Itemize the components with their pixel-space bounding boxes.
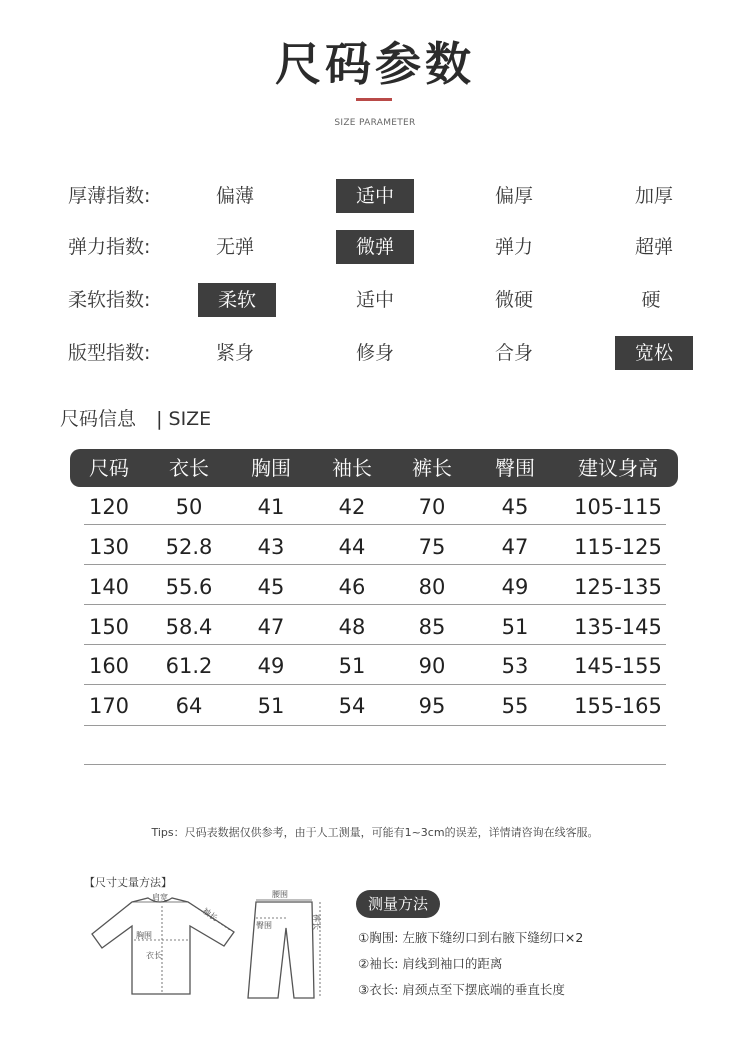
shirt-label-shoulder: 肩宽 <box>152 893 168 902</box>
table-cell: 155-165 <box>574 694 662 718</box>
table-cell: 45 <box>257 575 285 599</box>
table-cell: 80 <box>418 575 446 599</box>
table-cell: 145-155 <box>574 654 662 678</box>
table-row <box>0 607 750 647</box>
pants-label-hip: 臀围 <box>256 921 272 930</box>
method-title-badge: 测量方法 <box>356 890 440 918</box>
row-divider <box>84 604 666 605</box>
table-cell: 51 <box>501 615 529 639</box>
param-option: 修身 <box>355 342 394 364</box>
table-row <box>0 487 750 527</box>
param-option: 偏厚 <box>494 185 533 207</box>
table-cell: 55 <box>501 694 529 718</box>
param-option-selected: 微弹 <box>336 230 414 264</box>
param-label: 厚薄指数: <box>68 185 151 207</box>
param-option: 微硬 <box>494 289 533 311</box>
size-table-header <box>70 449 678 487</box>
pants-outline <box>248 902 314 998</box>
table-cell: 115-125 <box>574 535 662 559</box>
table-cell: 90 <box>418 654 446 678</box>
page-title: 尺码参数 <box>275 37 475 91</box>
size-info-title-en: | SIZE <box>156 408 212 430</box>
param-option: 紧身 <box>215 342 254 364</box>
table-cell: 49 <box>257 654 285 678</box>
param-option-selected: 宽松 <box>615 336 693 370</box>
param-label: 版型指数: <box>68 342 151 364</box>
measure-heading: 【尺寸丈量方法】 <box>84 876 172 889</box>
pants-label-waist: 腰围 <box>272 890 288 899</box>
table-header-cell: 裤长 <box>412 456 452 480</box>
param-row-thickness <box>0 179 750 213</box>
param-option: 偏薄 <box>215 185 254 207</box>
table-cell: 52.8 <box>165 535 213 559</box>
table-cell: 75 <box>418 535 446 559</box>
table-row <box>0 646 750 686</box>
table-cell: 70 <box>418 495 446 519</box>
table-cell: 50 <box>175 495 203 519</box>
table-header-cell: 尺码 <box>89 456 129 480</box>
table-cell: 105-115 <box>574 495 662 519</box>
size-info-title <box>60 404 211 431</box>
table-cell: 43 <box>257 535 285 559</box>
row-divider <box>84 684 666 685</box>
table-cell: 95 <box>418 694 446 718</box>
table-cell: 49 <box>501 575 529 599</box>
row-divider <box>84 764 666 765</box>
table-cell: 46 <box>338 575 366 599</box>
table-cell: 42 <box>338 495 366 519</box>
pants-diagram <box>242 888 332 1004</box>
param-label: 弹力指数: <box>68 236 151 258</box>
table-row <box>0 527 750 567</box>
table-cell: 130 <box>88 535 130 559</box>
size-info-title-cn: 尺码信息 <box>60 408 137 430</box>
table-cell: 135-145 <box>574 615 662 639</box>
table-header-cell: 袖长 <box>332 456 372 480</box>
table-cell: 45 <box>501 495 529 519</box>
table-cell: 150 <box>88 615 130 639</box>
method-item: ②袖长: 肩线到袖口的距离 <box>358 956 503 971</box>
table-cell: 170 <box>88 694 130 718</box>
table-cell: 85 <box>418 615 446 639</box>
table-cell: 160 <box>88 654 130 678</box>
table-cell: 140 <box>88 575 130 599</box>
pants-label-length: 裤长 <box>312 914 321 930</box>
table-cell: 120 <box>88 495 130 519</box>
table-cell: 51 <box>338 654 366 678</box>
table-cell: 54 <box>338 694 366 718</box>
table-cell: 47 <box>501 535 529 559</box>
param-option: 弹力 <box>494 236 533 258</box>
param-option: 无弹 <box>215 236 254 258</box>
shirt-diagram <box>84 890 244 1002</box>
table-cell: 61.2 <box>165 654 213 678</box>
table-cell: 125-135 <box>574 575 662 599</box>
row-divider <box>84 524 666 525</box>
method-item: ③衣长: 肩颈点至下摆底端的垂直长度 <box>358 982 565 997</box>
param-option: 超弹 <box>634 236 673 258</box>
param-row-fit <box>0 336 750 370</box>
method-item: ①胸围: 左腋下缝纫口到右腋下缝纫口×2 <box>358 930 584 945</box>
row-divider <box>84 725 666 726</box>
table-cell: 53 <box>501 654 529 678</box>
param-row-elasticity <box>0 230 750 264</box>
table-cell: 41 <box>257 495 285 519</box>
shirt-label-chest: 胸围 <box>136 931 152 940</box>
table-cell: 48 <box>338 615 366 639</box>
table-cell: 44 <box>338 535 366 559</box>
param-option-selected: 柔软 <box>198 283 276 317</box>
table-cell: 58.4 <box>165 615 213 639</box>
table-cell: 55.6 <box>165 575 213 599</box>
param-label: 柔软指数: <box>68 289 151 311</box>
param-row-softness <box>0 283 750 317</box>
shirt-label-sleeve: 袖长 <box>200 906 220 923</box>
param-option: 适中 <box>355 289 394 311</box>
table-cell: 47 <box>257 615 285 639</box>
param-option: 硬 <box>641 289 661 311</box>
row-divider <box>84 644 666 645</box>
table-header-cell: 建议身高 <box>578 456 658 480</box>
table-cell: 64 <box>175 694 203 718</box>
param-option: 加厚 <box>634 185 673 207</box>
param-option: 合身 <box>494 342 533 364</box>
tips-note: Tips：尺码表数据仅供参考，由于人工测量，可能有1~3cm的误差，详情请咨询在线客服。 <box>151 826 599 839</box>
page-subtitle: SIZE PARAMETER <box>334 118 416 128</box>
table-header-cell: 臀围 <box>495 456 535 480</box>
table-row <box>0 567 750 607</box>
table-cell: 51 <box>257 694 285 718</box>
table-header-cell: 胸围 <box>251 456 291 480</box>
title-accent-bar <box>356 98 392 101</box>
row-divider <box>84 564 666 565</box>
table-row <box>0 686 750 726</box>
table-header-cell: 衣长 <box>169 456 209 480</box>
shirt-label-length: 衣长 <box>146 951 162 960</box>
param-option-selected: 适中 <box>336 179 414 213</box>
